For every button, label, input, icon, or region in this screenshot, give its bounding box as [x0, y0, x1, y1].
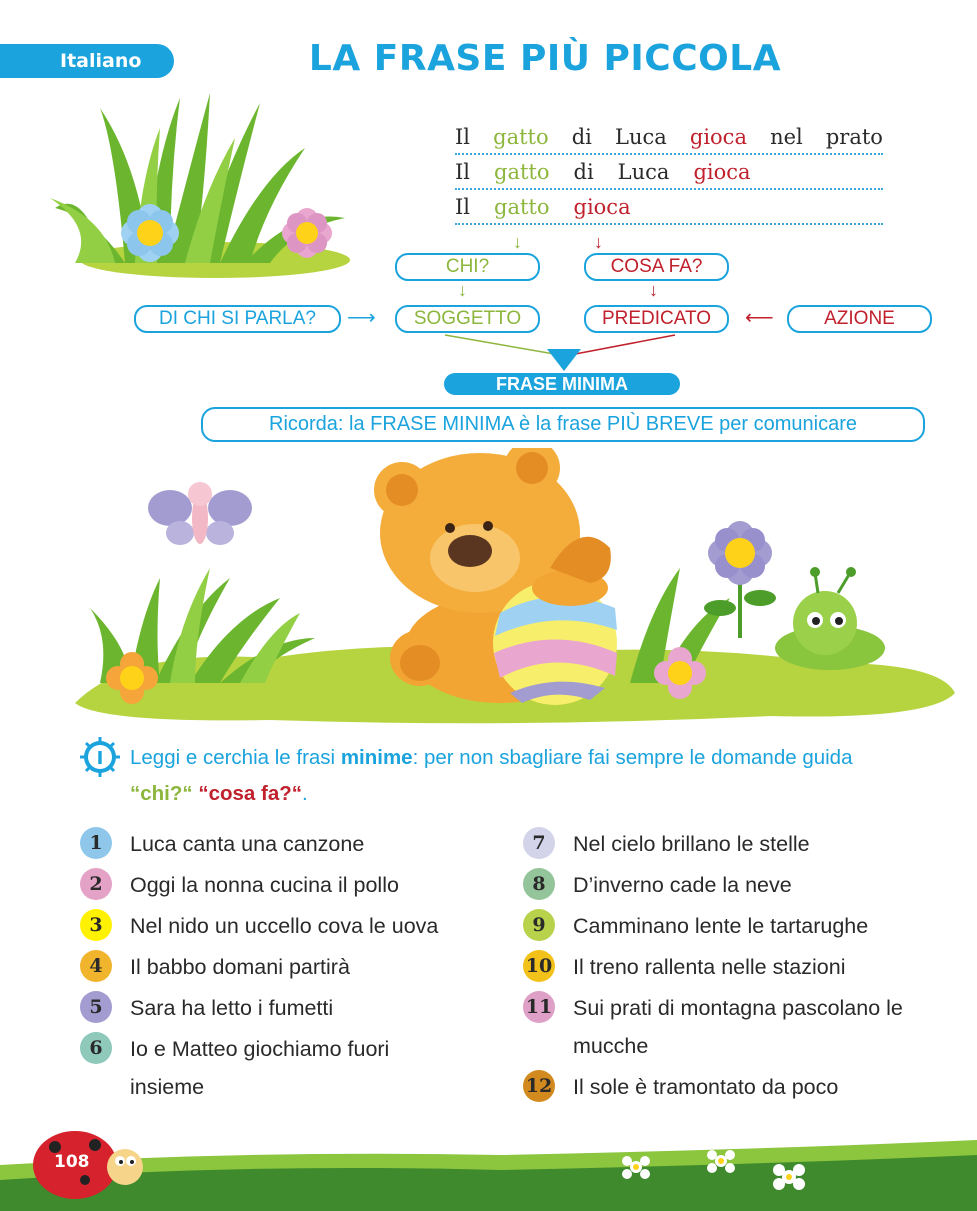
exercise-list-right: [523, 825, 943, 1106]
word: Il: [455, 125, 471, 149]
list-item[interactable]: 2 Oggi la nonna cucina il pollo: [80, 866, 480, 904]
word: Luca: [615, 125, 667, 149]
number-badge: 11: [523, 991, 555, 1023]
word: di: [573, 160, 594, 184]
list-item[interactable]: 7 Nel cielo brillano le stelle: [523, 825, 943, 863]
di-chi-si-parla-pill: DI CHI SI PARLA?: [134, 305, 341, 333]
sentence-row-2: [455, 157, 883, 190]
grass-flowers-illustration: [45, 88, 365, 283]
bear-scene-illustration: [70, 448, 960, 728]
exercise-instruction: Leggi e cerchia le frasi minime: per non sbagliare fai sempre le domande guida “chi?“ “cosa fa?“.: [130, 746, 853, 805]
page-number: 108: [54, 1152, 90, 1172]
number-badge: 10: [523, 950, 555, 982]
arrow-down-icon: ↓: [458, 280, 467, 300]
list-item[interactable]: 10 Il treno rallenta nelle stazioni: [523, 948, 943, 986]
connector-lines: [435, 333, 685, 375]
sentence-row-1: [455, 122, 883, 155]
number-badge: 1: [80, 827, 112, 859]
number-badge: 12: [523, 1070, 555, 1102]
chi-question-pill: CHI?: [395, 253, 540, 281]
info-icon: [80, 737, 120, 777]
footer-ground: [0, 1125, 977, 1211]
list-item[interactable]: 11 Sui prati di montagna pascolano le mucche: [523, 989, 943, 1065]
number-badge: 8: [523, 868, 555, 900]
ricorda-box: Ricorda: la FRASE MINIMA è la frase PIÙ BREVE per comunicare: [201, 407, 925, 442]
cosa-fa-question-pill: COSA FA?: [584, 253, 729, 281]
frase-minima-label: FRASE MINIMA: [444, 373, 680, 395]
word-subject: gatto: [493, 125, 549, 149]
list-item[interactable]: 1 Luca canta una canzone: [80, 825, 480, 863]
number-badge: 9: [523, 909, 555, 941]
list-item[interactable]: 8 D’inverno cade la neve: [523, 866, 943, 904]
azione-pill: AZIONE: [787, 305, 932, 333]
question-chi: “chi?“: [130, 782, 193, 805]
exercise-list-left: [80, 825, 480, 1106]
word: di: [571, 125, 592, 149]
page-title: LA FRASE PIÙ PICCOLA: [308, 38, 782, 79]
arrow-down-icon: ↓: [513, 232, 522, 252]
word: Il: [455, 195, 471, 219]
word-subject: gatto: [494, 195, 550, 219]
word: Il: [455, 160, 471, 184]
word-verb: gioca: [573, 195, 631, 219]
subject-tab: Italiano: [0, 44, 174, 78]
list-item[interactable]: 6 Io e Matteo giochiamo fuori insieme: [80, 1030, 480, 1106]
arrow-left-icon: ⟵: [745, 307, 774, 329]
list-item[interactable]: 4 Il babbo domani partirà: [80, 948, 480, 986]
list-item[interactable]: 9 Camminano lente le tartarughe: [523, 907, 943, 945]
arrow-right-icon: ⟶: [347, 307, 376, 329]
sentence-row-3: [455, 192, 883, 225]
arrow-down-icon: ↓: [594, 232, 603, 252]
word: Luca: [617, 160, 670, 184]
number-badge: 5: [80, 991, 112, 1023]
predicato-pill: PREDICATO: [584, 305, 729, 333]
question-cosa-fa: “cosa fa?“: [198, 782, 303, 805]
info-icon-label: I: [96, 748, 104, 769]
number-badge: 7: [523, 827, 555, 859]
list-item[interactable]: 5 Sara ha letto i fumetti: [80, 989, 480, 1027]
word: prato: [825, 125, 883, 149]
word-verb: gioca: [689, 125, 747, 149]
arrow-down-icon: ↓: [649, 280, 658, 300]
number-badge: 4: [80, 950, 112, 982]
number-badge: 2: [80, 868, 112, 900]
word-subject: gatto: [494, 160, 550, 184]
list-item[interactable]: 3 Nel nido un uccello cova le uova: [80, 907, 480, 945]
soggetto-pill: SOGGETTO: [395, 305, 540, 333]
word-verb: gioca: [693, 160, 751, 184]
number-badge: 6: [80, 1032, 112, 1064]
number-badge: 3: [80, 909, 112, 941]
word: nel: [770, 125, 803, 149]
list-item[interactable]: 12 Il sole è tramontato da poco: [523, 1068, 943, 1106]
